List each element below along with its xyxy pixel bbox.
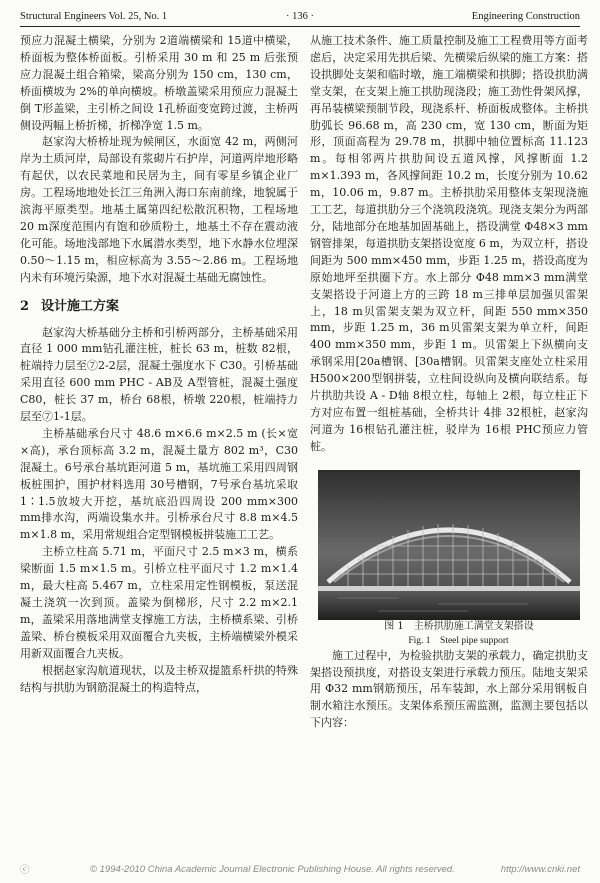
copyright-notice: © 1994-2010 China Academic Journal Electronic Publishing House. All rights reserved. xyxy=(90,864,455,875)
paragraph: 主桥基础承台尺寸 48.6 m×6.6 m×2.5 m (长×宽×高)，承台顶标高 3.2 m，混凝土量方 802 m³，C30混凝土。6号承台基坑距河道 5 m，基坑施工采用四周钢板桩围护，围护材料选用 30号槽钢，7号承台基坑采取 1∶1.5放坡大开挖，基坑底沿四周设 200 mm×300 mm排水沟，两端设集水井。引桥承台尺寸 8.8 m×4.5 m×1.8 m，采用常规组合定型钢模板拼装施工工艺。 xyxy=(20,426,298,542)
paragraph: 主桥立柱高 5.71 m，平面尺寸 2.5 m×3 m，横系梁断面 1.5 m×1.5 m。引桥立柱平面尺寸 1.2 m×1.4 m，最大柱高 5.467 m，立柱采用定性钢模板，泵送混凝土浇筑一次到顶。盖梁为倒梯形，尺寸 2.2 m×2.1 m，盖梁采用落地满堂支撑施工方法，主桥横系梁、引桥盖梁、桥台模板采用双面覆合九夹板，主桥端横梁外模采用新双面覆合九夹板。 xyxy=(20,545,298,660)
section-heading xyxy=(20,299,298,316)
figure-caption: 图 1 主桥拱肋施工满堂支架搭设 xyxy=(384,620,534,632)
paragraph: 施工过程中，为检验拱肋支架的承载力，确定拱肋支架搭设预拱度，对搭设支架进行承载力预压。陆地支架采用 Φ32 mm钢筋预压，吊车装卸，水上部分采用钢板自制水箱注水预压。支架体系预压需监测，监测主要包括以下内容： xyxy=(310,648,588,730)
right-column xyxy=(310,33,588,732)
paragraph: 赵家沟大桥桥址现为候闸区，水面宽 42 m，两侧河岸为土质河岸，局部设有浆砌片石护岸，河道两岸地形略有起伏，以农民菜地和民居为主，间有零星乡镇企业厂房。工程场地地处长江三角洲入海口东南前缘，地貌属于滨海平原类型。地基土属第四纪松散沉积物，工程场地 20 m深度范围内有饱和砂质粉土，地基土不存在震动液化可能。场地浅部地下水属潜水类型，地下水静水位埋深 0.50～1.15 m，相应标高为 3.55～2.86 m。工程场地内未有环境污染源，地下水对混凝土基础无腐蚀性。 xyxy=(20,135,298,284)
section-name: Engineering Construction xyxy=(471,11,580,22)
paragraph: 预应力混凝土横梁，分别为 2道端横梁和 15道中横梁，桥面板为整体桥面板。引桥采用 30 m 和 25 m 后张预应力混凝土组合箱梁，梁高分别为 150 cm，130 cm，桥面横坡为 2%的单向横坡。桥墩盖梁采用预应力混凝土倒 T形盖梁，主引桥之间设 1孔桥面变宽跨过渡，主桥两侧设两幅上桥折梯，折梯净宽 1.5 m。 xyxy=(20,34,298,132)
footer xyxy=(20,862,580,878)
page-number: · 136 · xyxy=(286,11,314,22)
publisher-logo-icon: ⓒ xyxy=(20,865,30,876)
running-header xyxy=(20,10,580,27)
paragraph: 赵家沟大桥基础分主桥和引桥两部分，主桥基础采用直径 1 000 mm钻孔灌注桩，桩长 63 m，桩数 82根，桩端持力层至⑦2-2层，混凝土强度水下 C30。引桥基础采用直径 600 mm PHC - AB及 A型管桩，混凝土强度 C80，桩长 37 m，桥台 68根，桥墩 220根，桩端持力层至⑦1-1层。 xyxy=(20,325,298,424)
figure-photo xyxy=(318,470,580,620)
footer-url[interactable]: http://www.cnki.net xyxy=(500,864,580,875)
paragraph: 从施工技术条件、施工质量控制及施工工程费用等方面考虑后，决定采用先拱后梁、先横梁后纵梁的施工方案：搭设拱脚处支架和临时墩，施工端横梁和拱脚；搭设拱肋满堂支架，在支架上施工拱肋现浇段；施工劲性骨架风撑，再吊装横梁预制节段，现浇系杆、桥面板成整体。主桥拱肋弧长 96.68 m，高 230 cm，宽 130 cm，断面为矩形，顶面高程为 29.78 m，拱脚中轴位置标高 11.123 m。每相邻两片拱肋间设五道风撑，风撑断面 1.2 m×1.393 m，各风撑间距 10.2 m，长度分别为 10.62 m，10.06 m，9.87 m。主桥拱肋采用整体支架现浇施工工艺，每道拱肋分三个浇筑段浇筑。现浇支架分为两部分，陆地部分在地基加固基础上，搭设满堂 Φ48×3 mm钢管排架，每道拱肋支架搭设宽度 6 m，为双立杆，搭设间距为 500 mm×450 mm，步距 1.25 m，搭设高度为原始地坪至拱圈下方。水上部分 Φ48 mm×3 mm满堂支架搭设于河道上方的三跨 18 m三排单层加强贝雷架上，18 m贝雷架支架为双立杆，间距 550 mm×350 mm，步距 1.25 m，36 m贝雷架支架为单立杆，间距 400 mm×350 mm，步距 1 m。贝雷架上下纵横向支承钢采用[20a槽钢、[30a槽钢。贝雷架支座处立柱采用 H500×200型钢拼装，立柱间设纵向及横向联结系。每片拱肋共设 A - D轴 8根立柱，每轴上 2根，每立柱正下方对应布置一组桩基础，全桥共计 4排 32根桩，赵家沟河道为 16根钻孔灌注桩，驳岸为 16根 PHC预应力管桩。 xyxy=(310,34,588,453)
paragraph: 根据赵家沟航道现状，以及主桥双提篮系杆拱的特殊结构与拱肋为钢筋混凝土的构造特点， xyxy=(20,663,298,694)
journal-name: Structural Engineers Vol. 25, No. 1 xyxy=(20,11,168,22)
left-column xyxy=(20,33,298,696)
section-title: 设计施工方案 xyxy=(41,298,120,314)
section-number: 2 xyxy=(20,298,30,314)
figure-caption-english: Fig. 1 Steel pipe support xyxy=(408,635,509,646)
steel-pipe-support-photo xyxy=(318,470,580,620)
